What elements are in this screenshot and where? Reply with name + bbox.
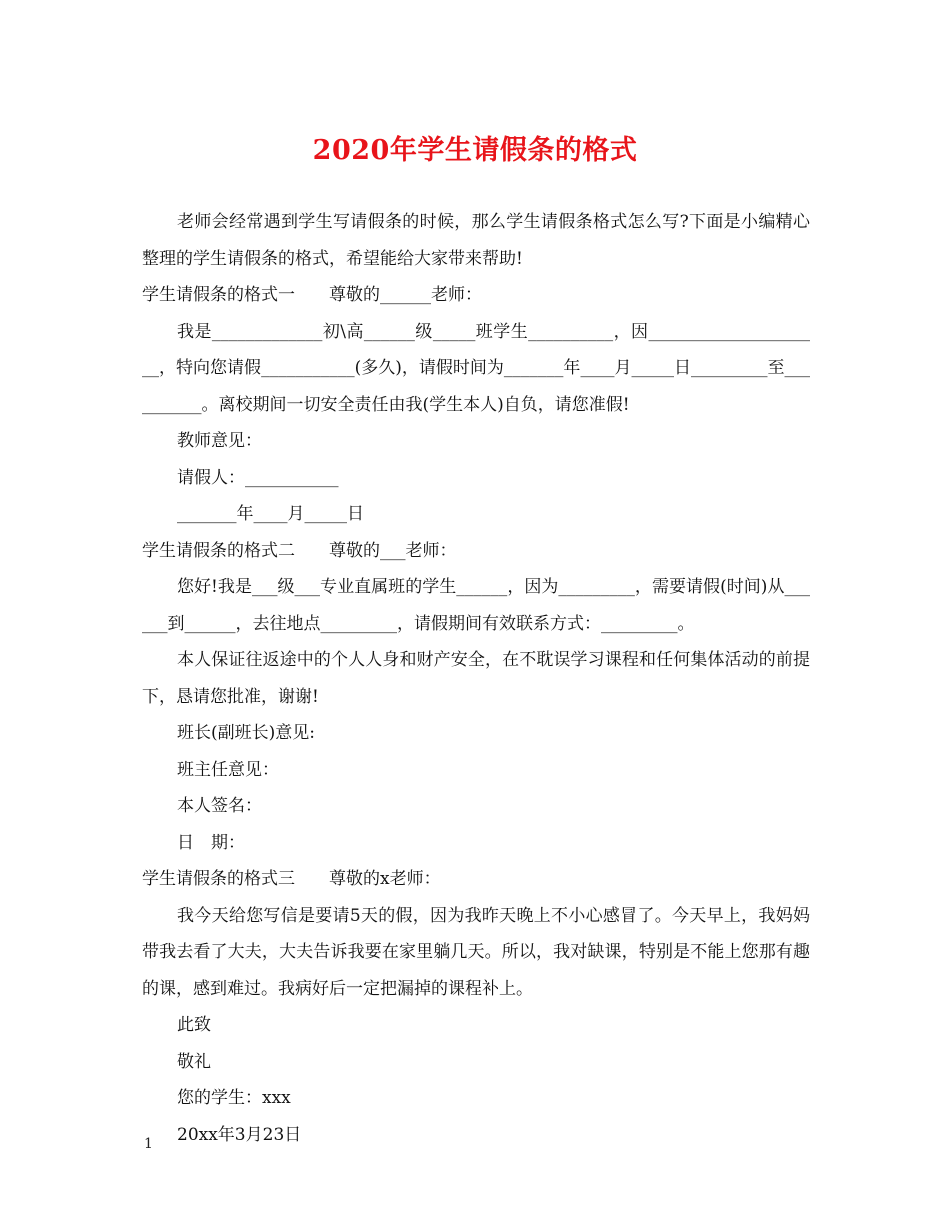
format1-teacher-opinion: 教师意见：	[177, 431, 262, 451]
format1-date: _______年____月_____日	[177, 504, 364, 524]
format3-closing-1: 此致	[177, 1015, 211, 1035]
format1-heading: 学生请假条的格式一 尊敬的______老师：	[142, 285, 482, 305]
format3-closing-2: 敬礼	[177, 1051, 211, 1072]
document-body	[142, 204, 810, 1153]
format1-applicant: 请假人：___________	[177, 467, 339, 488]
format2-head-teacher-opinion: 班主任意见：	[177, 759, 279, 780]
format2-body: 您好!我是___级___专业直属班的学生______，因为_________，需要请假(时间)从______到______，去往地点_________，请假期间有效联系方式：_________。	[142, 577, 810, 634]
intro-paragraph: 老师会经常遇到学生写请假条的时候，那么学生请假条格式怎么写?下面是小编精心整理的学生请假条的格式，希望能给大家带来帮助!	[142, 212, 810, 269]
format2-date: 日 期：	[177, 832, 245, 853]
page-number: 1	[144, 1136, 153, 1152]
format2-monitor-opinion: 班长(副班长)意见:	[177, 723, 315, 743]
document-title: 2020年学生请假条的格式	[312, 135, 638, 166]
format3-date: 20xx年3月23日	[177, 1124, 302, 1145]
format2-signature: 本人签名：	[177, 796, 262, 816]
format3-student: 您的学生：xxx	[177, 1088, 291, 1108]
format1-body: 我是_____________初\高______级_____班学生__________，因_____________________，特向您请假___________(多久)，请假时间为_______年____月_____日_________至__________。离校期间一切安全责任由我(学生本人)自负，请您准假!	[142, 321, 810, 415]
format2-guarantee: 本人保证往返途中的个人人身和财产安全，在不耽误学习课程和任何集体活动的前提下，恳请您批准，谢谢!	[142, 650, 810, 707]
format3-body: 我今天给您写信是要请5天的假，因为我昨天晚上不小心感冒了。今天早上，我妈妈带我去看了大夫，大夫告诉我要在家里躺几天。所以，我对缺课，特别是不能上您那有趣的课，感到难过。我病好后一定把漏掉的课程补上。	[142, 905, 810, 999]
format2-heading: 学生请假条的格式二 尊敬的___老师：	[142, 540, 457, 561]
format3-heading: 学生请假条的格式三 尊敬的x老师：	[142, 869, 441, 889]
